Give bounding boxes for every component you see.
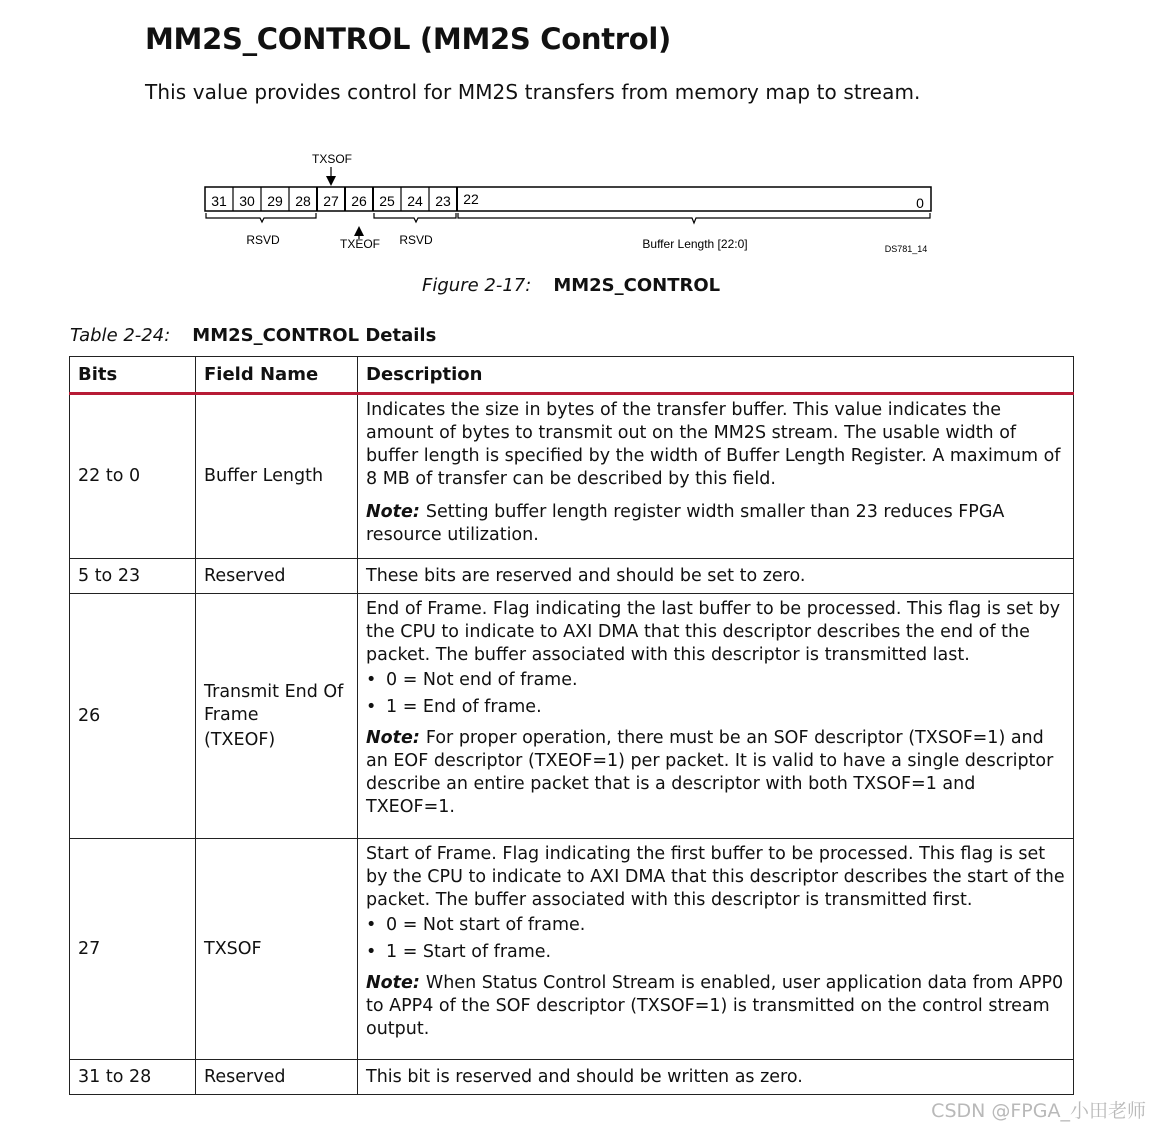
description-text: End of Frame. Flag indicating the last buffer to be processed. This flag is set by the CPU to indicate to AXI DMA that this descriptor describes the end of the packet. The buffer associated with this descriptor is transmitted last.	[366, 599, 1061, 665]
note-label: Note:	[366, 728, 420, 748]
bit-number: 31	[211, 193, 227, 209]
note-text: Setting buffer length register width smaller than 23 reduces FPGA resource utilization.	[366, 502, 1005, 545]
txsof-arrow-head	[326, 176, 336, 186]
table-row	[70, 839, 1074, 1060]
table-row	[70, 394, 1074, 559]
cell-field-name	[196, 594, 358, 839]
rsvd-mid-label: RSVD	[399, 233, 433, 247]
cell-bits: 27	[70, 839, 196, 1060]
cell-field-name: TXSOF	[196, 839, 358, 1060]
cell-description	[358, 394, 1074, 559]
description-text: Start of Frame. Flag indicating the first buffer to be processed. This flag is set by the CPU to indicate to AXI DMA that this descriptor describes the start of the packet. The buffer associated with this descriptor is transmitted first.	[366, 844, 1065, 910]
bit-number: 24	[407, 193, 423, 209]
cell-bits: 26	[70, 594, 196, 839]
details-table	[69, 356, 1074, 1095]
bit-number: 30	[239, 193, 255, 209]
doc-id-label: DS781_14	[884, 244, 928, 254]
cell-description	[358, 559, 1074, 594]
buffer-length-label: Buffer Length [22:0]	[642, 237, 748, 251]
cell-field-name: Reserved	[196, 1060, 358, 1095]
watermark: CSDN @FPGA_小田老师	[931, 1100, 1146, 1122]
field-name-line: Transmit End Of Frame	[204, 681, 344, 725]
note-label: Note:	[366, 973, 420, 993]
note	[366, 972, 1065, 1041]
header-bits: Bits	[70, 357, 196, 394]
bit-number: 26	[351, 193, 367, 209]
note-text: For proper operation, there must be an SOF descriptor (TXSOF=1) and an EOF descriptor (TXEOF=1) per packet. It is valid to have a single descriptor describe an entire packet that is a descriptor with both TXSOF=1 and TXEOF=1.	[366, 728, 1054, 817]
description-text: These bits are reserved and should be set to zero.	[366, 565, 806, 586]
cell-bits: 22 to 0	[70, 394, 196, 559]
cell-description	[358, 839, 1074, 1060]
table-row	[70, 1060, 1074, 1095]
table-header-row	[70, 357, 1074, 394]
figure-caption-label: Figure 2-17:	[422, 275, 532, 296]
cell-bits: 31 to 28	[70, 1060, 196, 1095]
bit-number: 22	[463, 191, 479, 207]
rsvd-high-brace	[206, 213, 316, 222]
table-caption	[70, 325, 436, 346]
cell-description	[358, 594, 1074, 839]
figure-caption	[422, 275, 720, 296]
bullet-item: • 1 = Start of frame.	[366, 941, 1065, 964]
bullet-item: • 0 = Not start of frame.	[366, 914, 1065, 937]
rsvd-high-label: RSVD	[246, 233, 280, 247]
bit-number: 28	[295, 193, 311, 209]
cell-field-name: Buffer Length	[196, 394, 358, 559]
bullet-list	[366, 669, 1065, 719]
txsof-label: TXSOF	[311, 152, 353, 166]
description-text: This bit is reserved and should be written as zero.	[366, 1066, 803, 1087]
bullet-item: • 1 = End of frame.	[366, 696, 1065, 719]
txeof-label: TXEOF	[339, 237, 381, 251]
bit-number: 0	[916, 195, 924, 211]
bit-number: 29	[267, 193, 283, 209]
header-field-name: Field Name	[196, 357, 358, 394]
table-row	[70, 594, 1074, 839]
register-diagram	[0, 140, 1152, 270]
note	[366, 727, 1065, 819]
cell-description	[358, 1060, 1074, 1095]
bullet-list	[366, 914, 1065, 964]
bit-number: 23	[435, 193, 451, 209]
bit-number: 25	[379, 193, 395, 209]
intro-text: This value provides control for MM2S transfers from memory map to stream.	[145, 80, 921, 104]
description-text: Indicates the size in bytes of the transfer buffer. This value indicates the amount of bytes to transmit out on the MM2S stream. The usable width of buffer length is specified by the width of Buffer Length Register. A maximum of 8 MB of transfer can be described by this field.	[366, 400, 1061, 489]
field-name-abbrev: (TXEOF)	[204, 729, 276, 750]
cell-bits: 5 to 23	[70, 559, 196, 594]
register-outline	[205, 187, 931, 211]
header-description: Description	[358, 357, 1074, 394]
table-row	[70, 559, 1074, 594]
page-title: MM2S_CONTROL (MM2S Control)	[145, 22, 671, 56]
table-caption-label: Table 2-24:	[70, 325, 171, 346]
table-caption-name: MM2S_CONTROL Details	[192, 325, 437, 346]
bullet-item: • 0 = Not end of frame.	[366, 669, 1065, 692]
cell-field-name: Reserved	[196, 559, 358, 594]
buffer-length-brace	[458, 213, 930, 223]
note	[366, 501, 1065, 547]
figure-caption-name: MM2S_CONTROL	[553, 275, 721, 296]
bit-number: 27	[323, 193, 339, 209]
note-label: Note:	[366, 502, 420, 522]
note-text: When Status Control Stream is enabled, user application data from APP0 to APP4 of the SOF descriptor (TXSOF=1) is transmitted on the control stream output.	[366, 973, 1064, 1039]
rsvd-mid-brace	[374, 213, 456, 222]
